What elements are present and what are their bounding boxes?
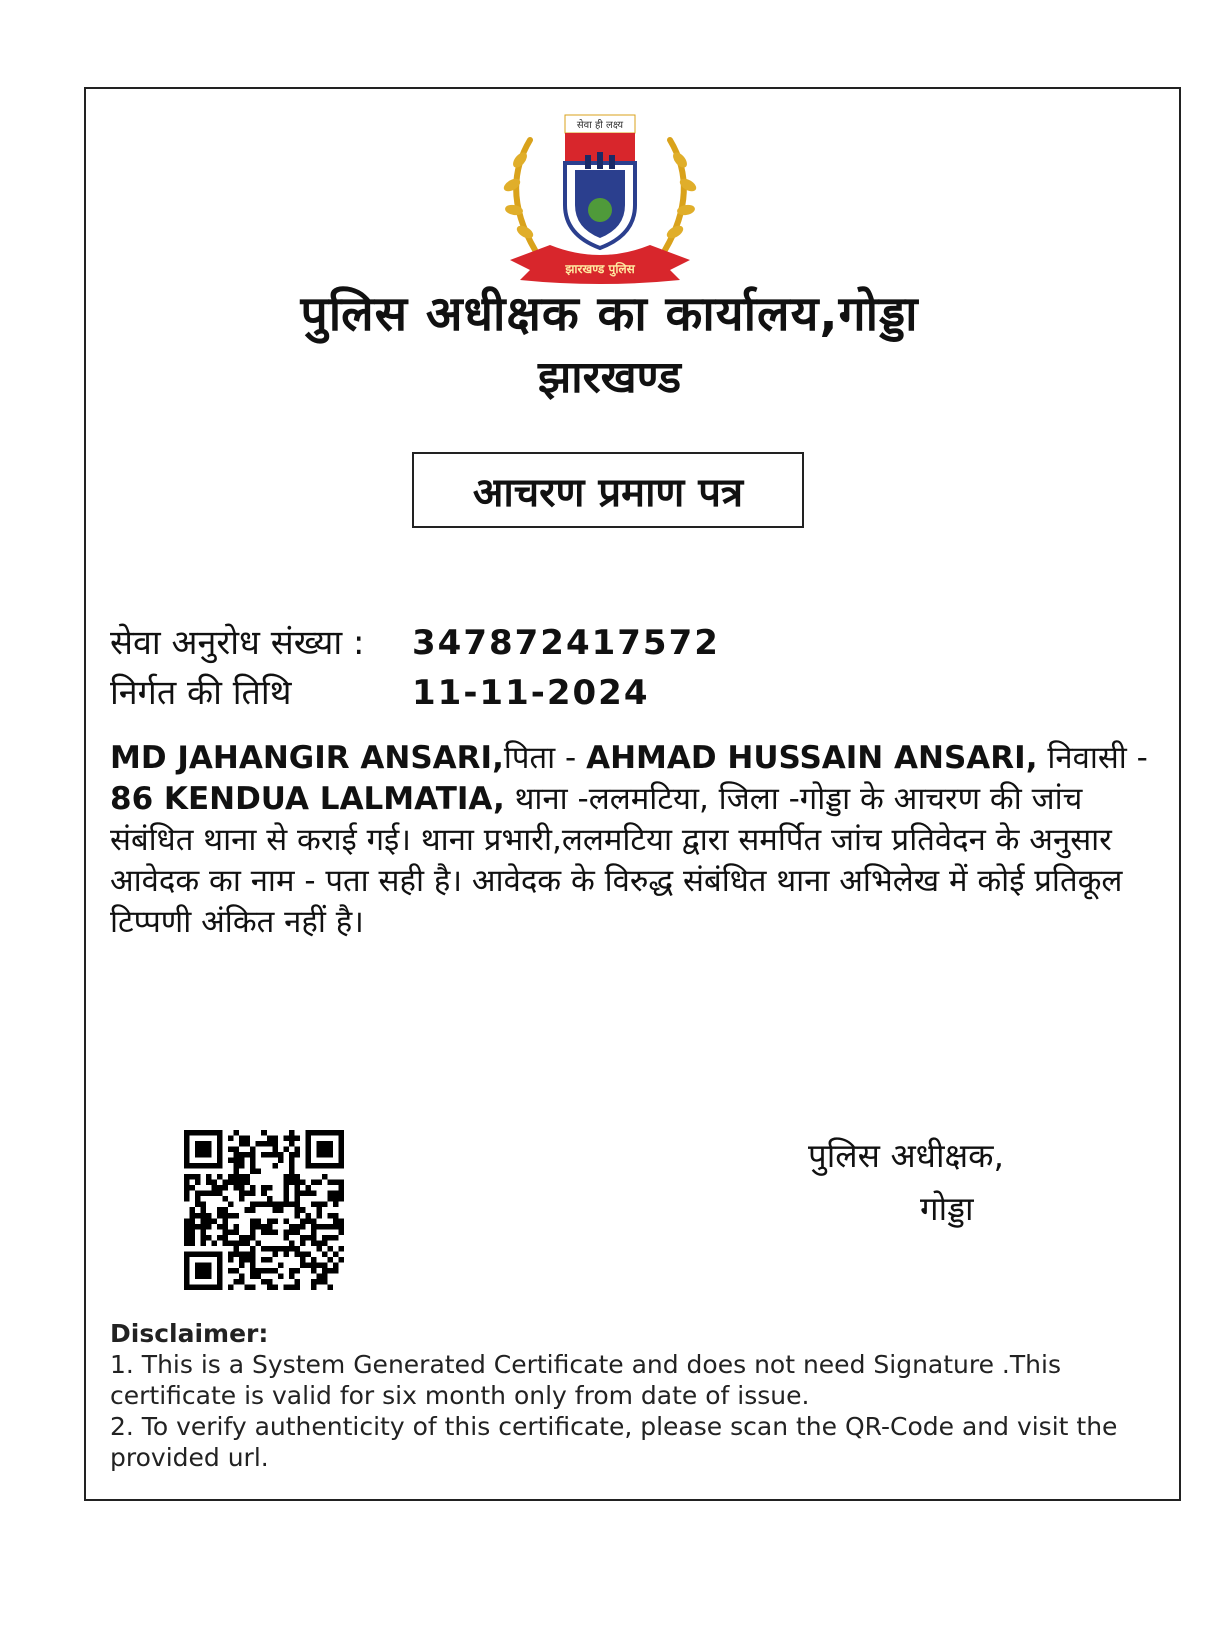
disclaimer-heading: Disclaimer: [110,1319,269,1348]
issue-date-label: निर्गत की तिथि [110,673,292,713]
father-name: AHMAD HUSSAIN ANSARI, [586,740,1038,776]
resident-label: निवासी - [1047,740,1148,776]
disclaimer [110,1318,1160,1473]
issue-date-row [110,668,649,714]
father-label: पिता - [503,740,587,776]
body-statement: थाना -ललमटिया, जिला -गोड्डा के आचरण की जांच संबंधित थाना से कराई गई। थाना प्रभारी,ललमटिया द्वारा समर्पित जांच प्रतिवेदन के अनुसार आवेदक का नाम - पता सही है। आवेदक के विरुद्ध संबंधित थाना अभिलेख में कोई प्रतिकूल टिप्पणी अंकित नहीं है। [110,781,1123,940]
disclaimer-line-1: 1. This is a System Generated Certificate and does not need Signature .This certificate is valid for six month only from date of issue. [110,1350,1061,1410]
state-title: झारखण्ड [537,352,682,403]
svg-text:सेवा ही लक्ष्य: सेवा ही लक्ष्य [576,120,624,131]
request-number-row [110,618,720,664]
jharkhand-police-emblem-icon [490,110,710,290]
office-title: पुलिस अधीक्षक का कार्यालय,गोड्डा [300,286,919,342]
issue-date-value: 11-11-2024 [412,673,650,713]
certificate-title-text: आचरण प्रमाण पत्र [472,469,744,516]
svg-text:झारखण्ड पुलिस: झारखण्ड पुलिस [565,262,635,276]
request-number-value: 347872417572 [412,623,720,663]
applicant-name: MD JAHANGIR ANSARI, [110,740,504,776]
signatory-place: गोड्डा [920,1189,974,1228]
address: 86 KENDUA LALMATIA, [110,781,505,817]
request-number-label: सेवा अनुरोध संख्या : [110,623,365,663]
disclaimer-line-2: 2. To verify authenticity of this certificate, please scan the QR-Code and visit the provided url. [110,1412,1118,1472]
qr-code[interactable] [184,1130,344,1290]
signatory-title: पुलिस अधीक्षक, [808,1136,1005,1175]
certificate-body [110,738,1150,943]
certificate-title [412,452,804,528]
